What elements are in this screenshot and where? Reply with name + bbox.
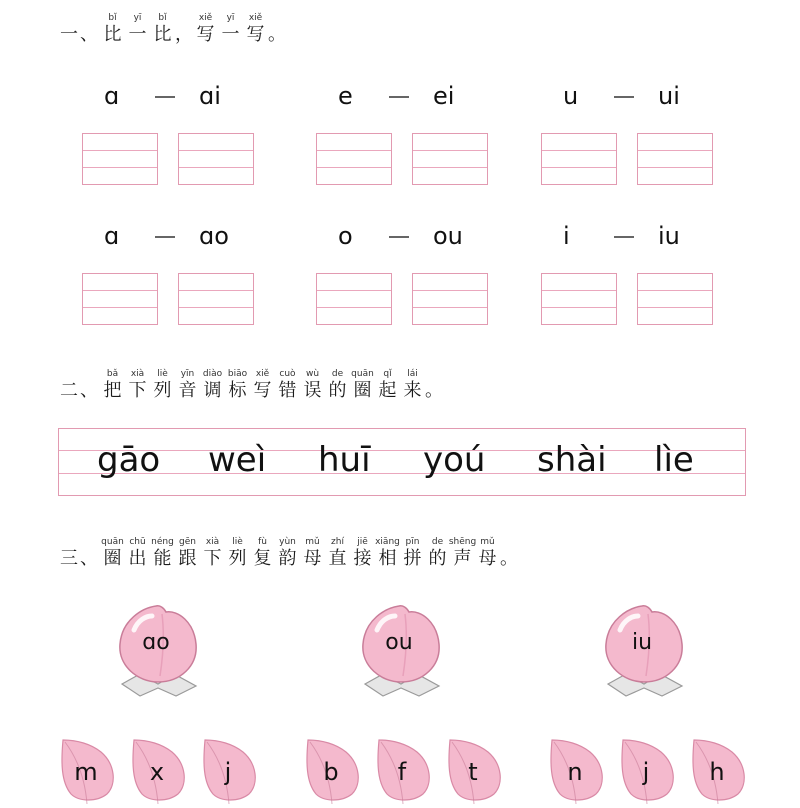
writing-box[interactable] [541,133,617,185]
char-pinyin: fù [258,537,267,547]
consonant-petal[interactable] [128,738,190,804]
heading-char [200,368,225,402]
heading-char [243,12,268,46]
char-pinyin: jiē [357,537,368,547]
petal-label: f [397,758,407,786]
char-pinyin: xiě [198,13,213,23]
char-hanzi: 韵 [278,548,297,569]
char-pinyin: bǎ [106,369,119,379]
heading-char [193,12,218,46]
pinyin-word[interactable]: shài [537,440,607,480]
peach-vowel [355,600,451,700]
peach-vowel [598,600,694,700]
char-hanzi: 标 [228,380,247,401]
heading-char [175,536,200,570]
heading-char [125,12,150,46]
pinyin-word[interactable]: gāo [97,440,161,480]
heading-char [250,536,275,570]
consonant-petal[interactable] [373,738,435,804]
writing-box[interactable] [637,133,713,185]
char-pinyin: bǐ [158,13,167,23]
pair-second: ui [658,82,680,110]
char-pinyin: néng [151,537,174,547]
petal-label: b [323,758,339,786]
char-pinyin: lái [407,369,418,379]
writing-box[interactable] [316,273,392,325]
heading-char [150,536,175,570]
heading-char [300,368,325,402]
heading-char [100,12,125,46]
consonant-petal[interactable] [546,738,608,804]
char-hanzi: 下 [128,380,147,401]
writing-box[interactable] [316,133,392,185]
heading-char [200,536,225,570]
heading-char [100,536,125,570]
char-pinyin: de [331,369,344,379]
char-hanzi: 音 [178,380,197,401]
heading-char [175,368,200,402]
char-pinyin: xiāng [375,537,400,547]
heading-char [100,368,125,402]
char-hanzi: 写 [253,380,272,401]
consonant-petal[interactable] [688,738,750,804]
char-hanzi: 。 [500,548,518,569]
pair-first: o [338,222,353,250]
section2-heading [60,368,443,402]
heading-char [375,368,400,402]
char-hanzi: 来 [403,380,422,401]
pair-first: u [563,82,579,110]
char-pinyin: shēng [448,537,477,547]
heading-char [500,536,518,570]
writing-box[interactable] [178,133,254,185]
char-hanzi: 的 [328,380,347,401]
char-hanzi: 列 [153,380,172,401]
char-hanzi: 复 [253,548,272,569]
char-hanzi: 圈 [103,548,122,569]
char-hanzi: 。 [268,24,286,45]
char-hanzi: 下 [203,548,222,569]
heading-char [175,12,193,46]
char-hanzi: 圈 [353,380,372,401]
heading-char [125,368,150,402]
char-hanzi: 直 [328,548,347,569]
heading-char [225,536,250,570]
char-hanzi: 能 [153,548,172,569]
char-pinyin: xiě [248,13,263,23]
heading-char [350,368,375,402]
heading-char [325,536,350,570]
heading-char [275,536,300,570]
section3-number: 三、 [60,548,100,569]
char-pinyin: xià [130,369,145,379]
pair-second: ou [433,222,463,250]
pair-second: ɑi [199,82,221,110]
char-pinyin: cuò [279,369,296,379]
heading-char [425,368,443,402]
char-pinyin: quān [101,537,124,547]
peach-label: ou [385,630,413,655]
pair-dash [155,96,175,98]
char-pinyin: quān [351,369,374,379]
pinyin-word[interactable]: huī [318,440,371,480]
section3-heading [60,536,518,570]
heading-char [425,536,450,570]
consonant-petal[interactable] [57,738,119,804]
consonant-petal[interactable] [444,738,506,804]
petal-label: t [468,758,478,786]
char-hanzi: 列 [228,548,247,569]
char-pinyin: xiě [255,369,270,379]
char-pinyin: qǐ [383,369,392,379]
peach-label: iu [631,630,653,655]
char-hanzi: 母 [478,548,497,569]
consonant-petal[interactable] [199,738,261,804]
petal-label: m [74,758,98,786]
char-pinyin: de [431,537,444,547]
heading-char [475,536,500,570]
petal-label: x [149,758,165,786]
heading-char [450,536,475,570]
char-hanzi: 相 [378,548,397,569]
heading-char [150,368,175,402]
char-pinyin: gēn [179,537,196,547]
section1-heading [60,12,286,46]
heading-char [400,536,425,570]
char-pinyin: mǔ [305,537,320,547]
pair-dash [389,96,409,98]
char-hanzi: 母 [303,548,322,569]
char-hanzi: 写 [196,24,215,45]
pair-dash [614,96,634,98]
pair-dash [614,236,634,238]
char-hanzi: 错 [278,380,297,401]
petal-label: j [642,758,650,786]
heading-char [275,368,300,402]
heading-char [325,368,350,402]
writing-box[interactable] [637,273,713,325]
heading-char [375,536,400,570]
pair-second: ei [433,82,455,110]
char-pinyin: mǔ [480,537,495,547]
peach-vowel [112,600,208,700]
char-pinyin: zhí [331,537,344,547]
pair-second: ɑo [199,222,229,250]
petal-label: n [567,758,583,786]
consonant-petal[interactable] [617,738,679,804]
heading-char [218,12,243,46]
pair-dash [155,236,175,238]
char-hanzi: 起 [378,380,397,401]
pinyin-word[interactable]: weì [208,440,267,480]
writing-box[interactable] [412,133,488,185]
peach-label: ɑo [142,630,170,655]
char-pinyin: chū [129,537,146,547]
char-hanzi: 误 [303,380,322,401]
char-hanzi: 。 [425,380,443,401]
writing-box[interactable] [541,273,617,325]
petal-label: j [224,758,232,786]
pinyin-strip [58,428,746,496]
char-hanzi: 调 [203,380,222,401]
char-hanzi: 跟 [178,548,197,569]
heading-char [268,12,286,46]
heading-char [350,536,375,570]
char-hanzi: 出 [128,548,147,569]
heading-char [400,368,425,402]
char-hanzi: 比 [103,24,122,45]
writing-box[interactable] [178,273,254,325]
char-hanzi: 比 [153,24,172,45]
char-pinyin: yī [133,13,142,23]
char-pinyin: liè [232,537,243,547]
char-pinyin: pīn [405,537,420,547]
heading-char [125,536,150,570]
pair-first: e [338,82,353,110]
petal-label: h [709,758,725,786]
char-hanzi: 拼 [403,548,422,569]
section1-number: 一、 [60,24,100,45]
char-pinyin: xià [205,537,220,547]
writing-box[interactable] [412,273,488,325]
heading-char [150,12,175,46]
pair-dash [389,236,409,238]
heading-char [225,368,250,402]
pair-first: ɑ [104,222,120,250]
char-hanzi: 写 [246,24,265,45]
char-hanzi: 接 [353,548,372,569]
char-pinyin: yùn [279,537,296,547]
char-pinyin: liè [157,369,168,379]
char-hanzi: 声 [453,548,472,569]
heading-char [250,368,275,402]
writing-box[interactable] [82,273,158,325]
pinyin-word[interactable]: lìe [654,440,694,480]
char-pinyin: diào [202,369,223,379]
char-pinyin: biāo [227,369,248,379]
writing-box[interactable] [82,133,158,185]
char-pinyin: yīn [180,369,195,379]
char-pinyin: bǐ [108,13,117,23]
char-hanzi: 的 [428,548,447,569]
char-hanzi: 一 [221,24,240,45]
char-hanzi: 一 [128,24,147,45]
char-hanzi: 把 [103,380,122,401]
pinyin-word[interactable]: yoú [423,440,486,480]
pair-second: iu [658,222,680,250]
heading-char [300,536,325,570]
char-pinyin: wù [305,369,320,379]
pair-first: i [563,222,570,250]
pair-first: ɑ [104,82,120,110]
section2-number: 二、 [60,380,100,401]
consonant-petal[interactable] [302,738,364,804]
char-hanzi: ， [175,24,193,45]
char-pinyin: yī [226,13,235,23]
